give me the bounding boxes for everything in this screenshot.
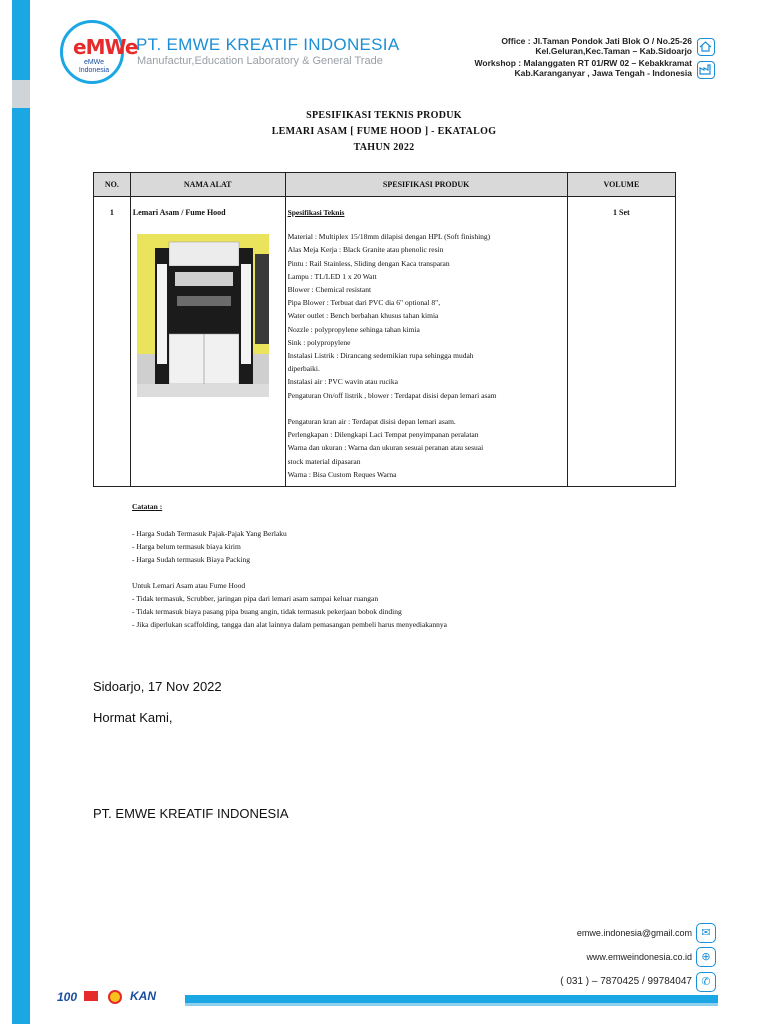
spec-line: Warna dan ukuran : Warna dan ukuran sesuai peranan atau sesuai xyxy=(287,443,484,453)
row-volume: 1 Set xyxy=(613,208,630,217)
header-no: NO. xyxy=(94,173,131,197)
spec-line: stock material dipasaran xyxy=(287,456,361,466)
spec-line: Material : Multiplex 15/18mm dilapisi dengan HPL (Soft finishing) xyxy=(287,232,491,242)
home-icon xyxy=(697,38,715,56)
workshop-line1: Malanggaten RT 01/RW 02 – Kebakkramat xyxy=(523,58,692,68)
spec-table xyxy=(93,172,676,487)
header-volume: VOLUME xyxy=(567,173,675,197)
row-spec-cell xyxy=(285,197,567,487)
phone-icon: ✆ xyxy=(696,972,716,992)
row-volume-cell xyxy=(567,197,675,487)
company-logo xyxy=(60,20,138,84)
doc-title-line2: LEMARI ASAM [ FUME HOOD ] - EKATALOG xyxy=(271,126,497,137)
greeting: Hormat Kami, xyxy=(93,710,173,725)
notes-list-fumehood xyxy=(132,592,447,631)
spec-line: Nozzle : polypropylene sehinga tahan kimia xyxy=(287,324,420,334)
note-item: - Jika diperlukan scaffolding, tangga dan alat lainnya dalam pemasangan pembeli harus menyediakannya xyxy=(132,620,447,629)
office-line2: Kel.Geluran,Kec.Taman – Kab.Sidoarjo xyxy=(535,46,692,56)
logo-text: eMWe Indonesia xyxy=(78,59,110,74)
office-label: Office : xyxy=(501,36,531,46)
spec-lines xyxy=(288,217,567,481)
header-nama-alat: NAMA ALAT xyxy=(130,173,285,197)
spec-line: Blower : Chemical resistant xyxy=(287,285,372,295)
notes-heading: Catatan : xyxy=(132,502,163,511)
workshop-line2: Kab.Karanganyar , Jawa Tengah - Indonesia xyxy=(514,68,692,78)
contact-phone: ( 031 ) – 7870425 / 99784047 xyxy=(560,976,692,987)
spec-line xyxy=(288,217,567,230)
product-photo xyxy=(137,234,269,397)
spec-line: Pengaturan kran air : Terdapat disisi depan lemari asam. xyxy=(287,417,456,427)
doc-title-line3: TAHUN 2022 xyxy=(353,142,415,153)
place-date: Sidoarjo, 17 Nov 2022 xyxy=(93,679,222,694)
globe-icon: ⊕ xyxy=(696,947,716,967)
note-item: - Tidak termasuk, Scrubber, jaringan pipa dari lemari asam sampai keluar ruangan xyxy=(132,594,379,603)
office-line1: Jl.Taman Pondok Jati Blok O / No.25-26 xyxy=(532,36,692,46)
row-no: 1 xyxy=(109,208,114,217)
badge-flag xyxy=(84,991,98,1001)
footer-bar xyxy=(185,995,718,1003)
workshop-label: Workshop : xyxy=(474,58,522,68)
spec-heading: Spesifikasi Teknis xyxy=(287,208,345,217)
spec-line: Lampu : TL/LED 1 x 20 Watt xyxy=(287,271,377,281)
spec-line: Pipa Blower : Terbuat dari PVC dia 6" optional 8", xyxy=(287,298,441,308)
spec-line: Pengaturan On/off listrik , blower : Terdapat disisi depan lemari asam xyxy=(287,390,497,400)
signature-company: PT. EMWE KREATIF INDONESIA xyxy=(93,806,289,821)
spec-line: Pintu : Rail Stainless, Sliding dengan Kaca transparan xyxy=(287,258,450,268)
factory-icon xyxy=(697,61,715,79)
table-row xyxy=(94,197,676,487)
logo-mark: eMWe xyxy=(73,35,138,59)
spec-line: Warna : Bisa Custom Reques Warna xyxy=(287,469,397,479)
notes-list-general xyxy=(132,527,287,566)
note-item: - Harga Sudah termasuk Biaya Packing xyxy=(132,555,250,564)
spec-line: diperbaiki. xyxy=(287,364,320,374)
contact-email[interactable]: emwe.indonesia@gmail.com xyxy=(576,928,692,938)
footer-bar-light xyxy=(185,1003,718,1006)
note-item: - Tidak termasuk biaya pasang pipa buang angin, tidak termasuk pekerjaan bobok dinding xyxy=(132,607,402,616)
doc-title-line1: SPESIFIKASI TEKNIS PRODUK xyxy=(306,110,462,121)
notes-subheading: Untuk Lemari Asam atau Fume Hood xyxy=(132,581,246,590)
row-nama: Lemari Asam / Fume Hood xyxy=(132,208,226,217)
badge-100: 100 xyxy=(57,990,78,1004)
mail-icon: ✉ xyxy=(696,923,716,943)
note-item: - Harga Sudah Termasuk Pajak-Pajak Yang Berlaku xyxy=(132,529,287,538)
spec-line xyxy=(288,402,567,415)
left-accent-stripe xyxy=(12,0,30,1024)
company-tagline: Manufactur,Education Laboratory & General Trade xyxy=(137,55,383,67)
workshop-address xyxy=(475,58,692,78)
badge-kan: KAN xyxy=(130,989,156,1003)
spec-line: Perlengkapan : Dilengkapi Laci Tempat penyimpanan peralatan xyxy=(287,430,479,440)
contact-website[interactable]: www.emweindonesia.co.id xyxy=(586,952,692,962)
company-name: PT. EMWE KREATIF INDONESIA xyxy=(136,35,400,54)
left-accent-block xyxy=(12,80,30,108)
header-spesifikasi: SPESIFIKASI PRODUK xyxy=(285,173,567,197)
spec-line: Sink : polypropylene xyxy=(287,337,351,347)
certification-seal-icon xyxy=(108,990,122,1004)
spec-line: Alas Meja Kerja : Black Granite atau phenolic resin xyxy=(287,245,444,255)
office-address xyxy=(501,36,692,56)
table-header-row xyxy=(94,173,676,197)
spec-line: Water outlet : Bench berbahan khusus tahan kimia xyxy=(287,311,439,321)
note-item: - Harga belum termasuk biaya kirim xyxy=(132,542,241,551)
row-nama-cell xyxy=(130,197,285,487)
spec-line: Instalasi air : PVC wavin atau rucika xyxy=(287,377,398,387)
spec-line: Instalasi Listrik : Dirancang sedemikian rupa sehingga mudah xyxy=(287,351,474,361)
row-no-cell xyxy=(94,197,131,487)
